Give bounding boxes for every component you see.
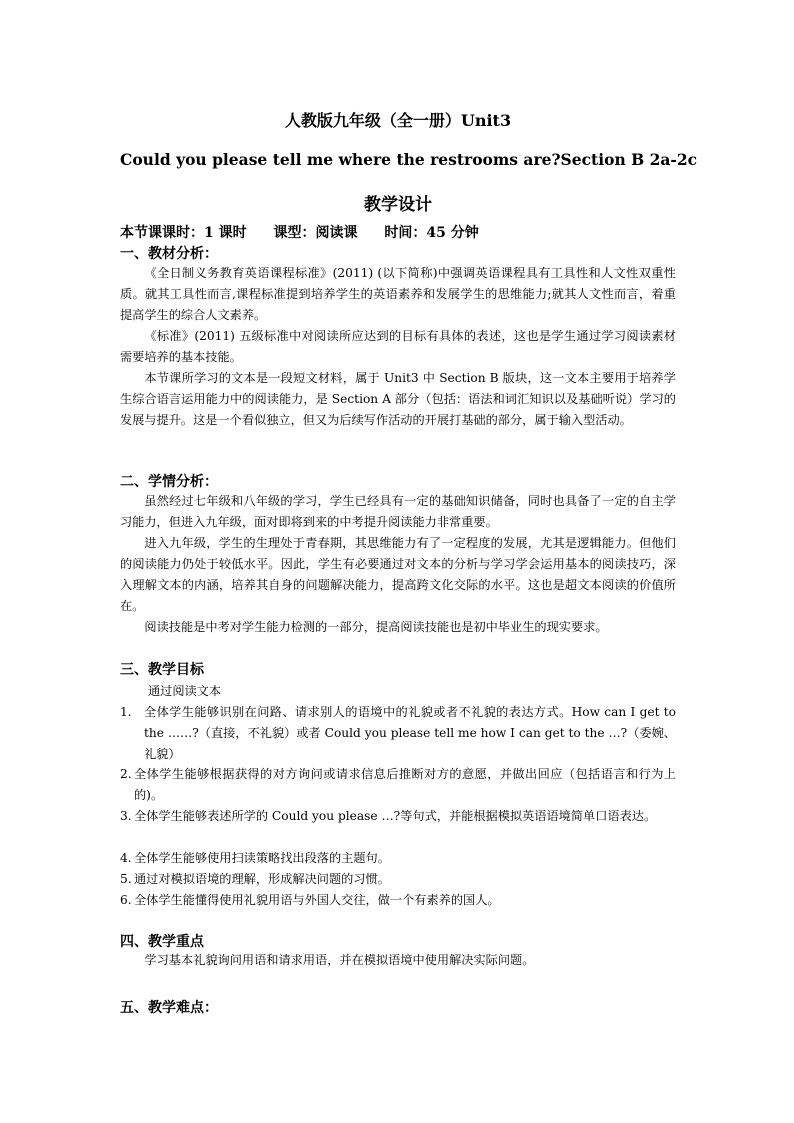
objective-item xyxy=(120,806,676,827)
paragraph: 《全日制义务教育英语课程标准》(2011) (以下简称)中强调英语课程具有工具性和人文性双重性质。就其工具性而言,课程标准提到培养学生的英语素养和发展学生的思维能力;就其人文性而言，着重提高学生的综合人文素养。 xyxy=(120,266,676,322)
paragraph: 进入九年级，学生的生理处于青春期，其思维能力有了一定程度的发展，尤其是逻辑能力。但他们的阅读能力仍处于较低水平。因此，学生有必要通过对文本的分析与学习学会运用基本的阅读技巧，深入理解文本的内涵，培养其自身的问题解决能力，提高跨文化交际的水平。这也是超文本阅读的价值所在。 xyxy=(120,536,676,613)
lesson-type: 课型：阅读课 xyxy=(273,225,358,241)
objective-number: 1. xyxy=(120,705,132,719)
lesson-meta xyxy=(120,222,501,242)
lesson-hours: 本节课课时：1 课时 xyxy=(120,225,247,241)
objective-text: 全体学生能够使用扫读策略找出段落的主题句。 xyxy=(134,851,390,865)
objective-item xyxy=(120,764,676,806)
objective-text: 全体学生能够根据获得的对方询问或请求信息后推断对方的意愿，并做出回应（包括语言和行为上的)。 xyxy=(134,767,676,802)
objective-item xyxy=(120,890,676,911)
document-title: 人教版九年级（全一册）Unit3 xyxy=(284,111,512,130)
section-heading-key-points: 四、教学重点 xyxy=(120,934,204,950)
objective-number: 6. xyxy=(120,893,132,907)
objective-item xyxy=(120,848,676,869)
objective-text: 通过对模拟语境的理解，形成解决问题的习惯。 xyxy=(134,872,390,886)
objective-number: 2. xyxy=(120,767,132,781)
section-heading-teaching-objectives: 三、教学目标 xyxy=(120,662,204,678)
objective-number: 5. xyxy=(120,872,132,886)
paragraph: 学习基本礼貌询问用语和请求用语，并在模拟语境中使用解决实际问题。 xyxy=(144,953,535,967)
paragraph: 虽然经过七年级和八年级的学习，学生已经具有一定的基础知识储备，同时也具备了一定的自主学习能力，但进入九年级，面对即将到来的中考提升阅读能力非常重要。 xyxy=(120,494,676,529)
objective-number: 3. xyxy=(120,809,132,823)
design-heading: 教学设计 xyxy=(364,195,432,215)
objective-text: 全体学生能懂得使用礼貌用语与外国人交往，做一个有素养的国人。 xyxy=(134,893,500,907)
section-heading-textbook-analysis: 一、教材分析： xyxy=(120,246,218,262)
objective-text: 全体学生能够表述所学的 Could you please …?等句式，并能根据模拟英语语境简单口语表达。 xyxy=(134,809,657,823)
objective-item xyxy=(120,869,676,890)
paragraph: 阅读技能是中考对学生能力检测的一部分，提高阅读技能也是初中毕业生的现实要求。 xyxy=(144,620,608,634)
section-heading-learner-analysis: 二、学情分析： xyxy=(120,474,218,490)
paragraph: 《标准》(2011) 五级标准中对阅读所应达到的目标有具体的表述，这也是学生通过学习阅读素材需要培养的基本技能。 xyxy=(120,329,676,364)
objective-text: 全体学生能够识别在问路、请求别人的语境中的礼貌或者不礼貌的表达方式。How can I get to the ……?（直接，不礼貌）或者 Could you please tell me how I can get to the …?（委婉、礼貌） xyxy=(144,705,676,761)
lesson-time: 时间：45 分钟 xyxy=(384,225,479,241)
objectives-intro: 通过阅读文本 xyxy=(148,684,222,698)
lesson-title: Could you please tell me where the restrooms are?Section B 2a-2c xyxy=(120,150,698,169)
paragraph: 本节课所学习的文本是一段短文材料，属于 Unit3 中 Section B 版块，这一文本主要用于培养学生综合语言运用能力中的阅读能力，是 Section A 部分（包括：语法和词汇知识以及基础听说）学习的发展与提升。这是一个看似独立，但又为后续写作活动的开展打基础的部分，属于输入型活动。 xyxy=(120,371,676,427)
section-heading-difficulties: 五、教学难点： xyxy=(120,1000,218,1016)
objective-number: 4. xyxy=(120,851,132,865)
objective-item xyxy=(120,702,676,765)
